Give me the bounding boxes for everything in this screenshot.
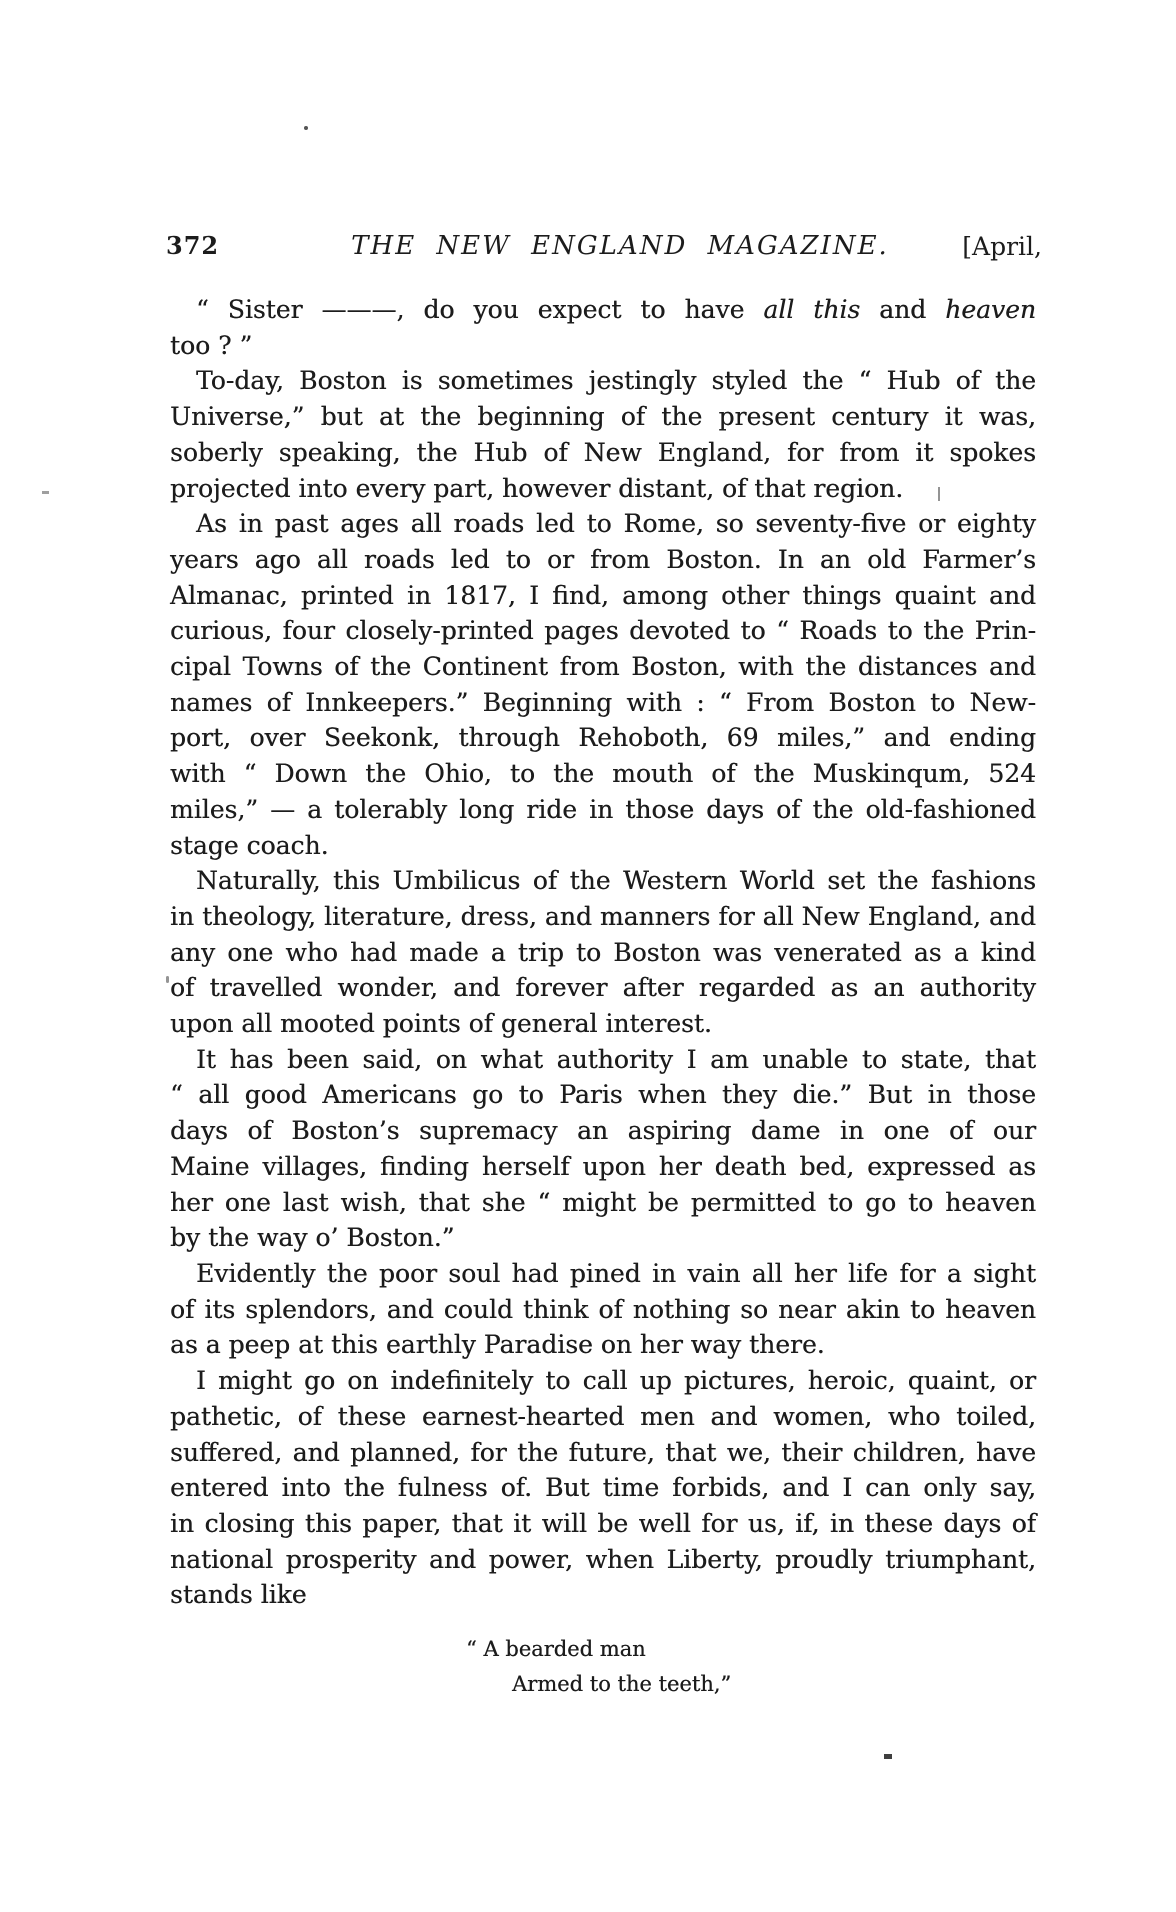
text-line: Naturally, this Umbilicus of the Western World set the fashions [196,866,1036,896]
text-line: Maine villages, finding herself upon her death bed, expressed as [170,1151,1036,1181]
text-line: miles,” — a tolerably long ride in those days of the old-fashioned [170,794,1036,824]
paragraph [170,506,1036,863]
paragraph [170,1363,1036,1613]
page-content [166,230,1042,1702]
text-line: entered into the fulness of. But time forbids, and I can only say, [170,1473,1036,1503]
page-number: 372 [166,231,220,260]
text-line: in closing this paper, that it will be well for us, if, in these days of [170,1508,1036,1538]
text-line: “ all good Americans go to Paris when they die.” But in those [170,1080,1036,1110]
text-line: Evidently the poor soul had pined in vain all her life for a sight [196,1258,1036,1288]
text-line: As in past ages all roads led to Rome, so seventy-five or eighty [196,509,1036,539]
journal-title: THE NEW ENGLAND MAGAZINE. [351,231,889,261]
text-line: by the way o’ Boston.” [170,1223,455,1253]
text-line: suffered, and planned, for the future, that we, their children, have [170,1437,1036,1467]
text-line: national prosperity and power, when Liberty, proudly triumphant, [170,1544,1036,1574]
text-line: her one last wish, that she “ might be permitted to go to heaven [170,1187,1036,1217]
text-line: stage coach. [170,830,329,860]
text-line: days of Boston’s supremacy an aspiring dame in one of our [170,1116,1036,1146]
text-line: of travelled wonder, and forever after regarded as an authority [170,973,1036,1003]
text-line: soberly speaking, the Hub of New England, for from it spokes [170,437,1036,467]
text-line: projected into every part, however distant, of that region. [170,473,904,503]
text-line: any one who had made a trip to Boston was venerated as a kind [170,937,1036,967]
text-line: curious, four closely-printed pages devoted to “ Roads to the Prin- [170,616,1036,646]
text-line: “ Sister ———, do you expect to have all this and heaven [196,295,1036,324]
text-line: It has been said, on what authority I am unable to state, that [196,1044,1036,1074]
verse-line: Armed to the teeth,” [512,1672,732,1697]
text-line: years ago all roads led to or from Boston. In an old Farmer’s [170,544,1036,574]
text-line: with “ Down the Ohio, to the mouth of the Muskinqum, 524 [170,759,1036,789]
text-line: port, over Seekonk, through Rehoboth, 69 miles,” and ending [170,723,1036,753]
paragraph [170,292,1036,363]
paragraph [170,363,1036,506]
scan-speck [884,1754,892,1759]
issue-date-label: [April, [962,232,1042,261]
scan-speck [166,976,169,983]
page-header [166,230,1042,264]
text-line: as a peep at this earthly Paradise on her way there. [170,1330,825,1360]
text-line: upon all mooted points of general interest. [170,1009,712,1039]
text-line: cipal Towns of the Continent from Boston, with the distances and [170,652,1036,682]
text-block [170,292,1036,1613]
paragraph [170,1042,1036,1256]
scan-speck [304,126,308,130]
text-line: Almanac, printed in 1817, I find, among other things quaint and [170,580,1036,610]
verse-line: “ A bearded man [466,1637,646,1662]
text-line: To-day, Boston is sometimes jestingly styled the “ Hub of the [196,366,1036,396]
verse-quote [466,1632,1036,1702]
text-line: names of Innkeepers.” Beginning with : “ From Boston to New- [170,687,1036,717]
paragraph [170,863,1036,1042]
text-line: stands like [170,1580,307,1610]
text-line: in theology, literature, dress, and manners for all New England, and [170,901,1036,931]
text-line: pathetic, of these earnest-hearted men and women, who toiled, [170,1401,1036,1431]
text-line: I might go on indefinitely to call up pictures, heroic, quaint, or [196,1366,1036,1396]
text-line: too ? ” [170,330,253,360]
scan-speck [42,491,49,494]
paragraph [170,1256,1036,1363]
text-line: of its splendors, and could think of nothing so near akin to heaven [170,1294,1036,1324]
text-line: Universe,” but at the beginning of the present century it was, [170,402,1036,432]
